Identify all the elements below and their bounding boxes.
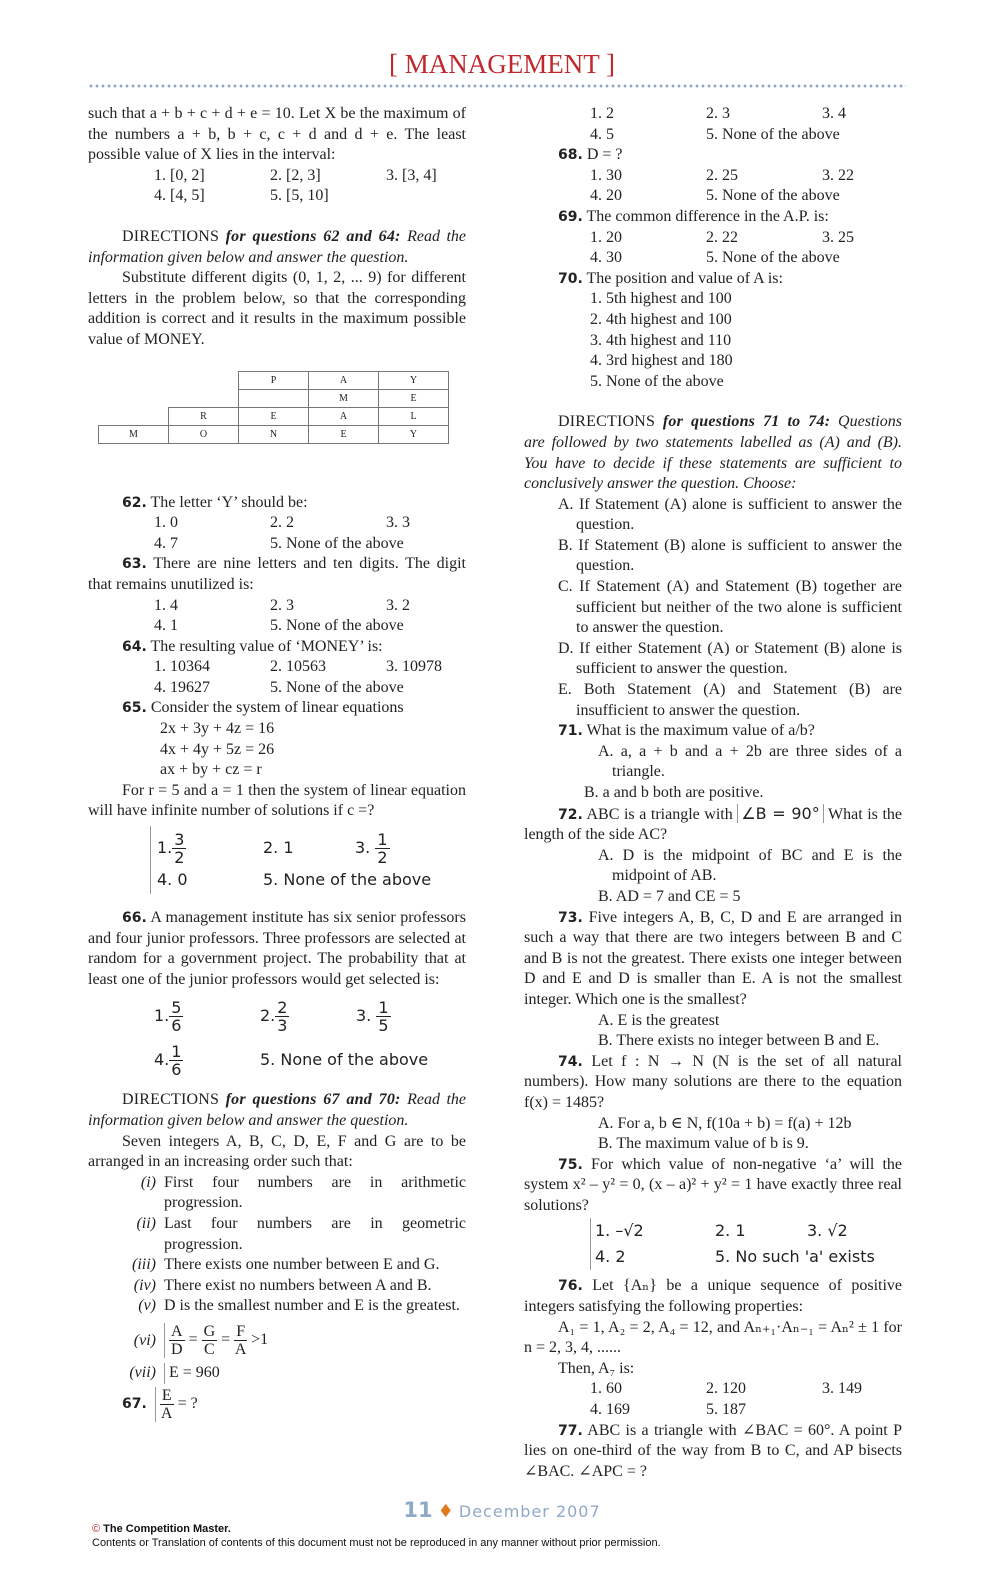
numerator: 1 [378,997,389,1017]
option: 1. 60 [590,1380,622,1398]
question-text: = ? [177,1395,198,1413]
page-title: [ MANAGEMENT ] [389,49,615,79]
question-number: 71. [558,723,583,740]
denominator: A [160,1405,173,1423]
option [154,1043,260,1078]
question-number: 69. [558,208,583,225]
option: 2. 1 [715,1221,746,1241]
option: 5. None of the above [263,870,432,890]
condition-item [88,1296,466,1317]
directions-instruction: Questions are followed by two statements labelled as (A) and (B). You have to decide if these statements are sufficient to conclusively answer the question. Choose: [524,413,903,493]
question-number: 72. [558,806,583,823]
money-puzzle-area [88,351,466,493]
option-number: 1. [154,1005,170,1025]
question-number: 63. [122,556,147,573]
grid-cell: L [379,407,449,425]
left-column [88,104,466,1426]
question-67 [88,1384,466,1426]
denominator: 2 [174,847,185,867]
ratio-expression: $\frac{A}{D}$ = $\frac{G}{C}$ = $\frac{F}{A}$ >1 [164,1323,466,1358]
question-text: Let {Aₙ} be a unique sequence of positive integers satisfying the following properties: [524,1277,903,1316]
grid-cell: N [239,425,309,443]
option: 5. No such 'a' exists [715,1247,875,1267]
option: 2. [2, 3] [270,166,321,184]
question-text: What is the maximum value of a/b? [586,722,815,740]
option: 4. 0 [157,870,188,890]
question-text: The letter ‘Y’ should be: [150,493,308,511]
choice-item: A. If Statement (A) alone is sufficient to answer the question. [558,495,902,534]
grid-cell: E [379,389,449,407]
option: 4. 19627 [154,678,210,696]
question-68 [524,145,902,166]
option [356,999,466,1034]
option: 2. 3 [706,105,730,122]
option: 5. None of the above [260,1050,429,1070]
condition-list [88,1173,466,1317]
question-text: The common difference in the A.P. is: [586,207,829,225]
choice-item: C. If Statement (A) and Statement (B) together are sufficient but neither of the two alone is sufficient to answer the question. [558,578,902,637]
condition-item-vi [88,1319,466,1363]
question-number: 74. [558,1053,583,1070]
directions-label: DIRECTIONS [122,227,220,245]
question-75-options [590,1218,902,1270]
sequence-properties: A₁ = 1, A₂ = 2, A₄ = 12, and Aₙ₊₁·Aₙ₋₁ = Aₙ² ± 1 for n = 2, 3, 4, ...... [524,1318,902,1357]
question-text: There are nine letters and ten digits. The digit that remains unutilized is: [88,555,467,593]
option: 3. 10978 [386,658,442,676]
numerator: A [171,1323,183,1341]
question-67-expression [155,1387,198,1422]
option-number: 1. [157,837,173,857]
question-64 [88,637,466,658]
question-62 [88,493,466,514]
option: 5. 187 [706,1401,746,1419]
option: 3. √2 [807,1221,848,1241]
question-number: 70. [558,270,583,287]
answer-choices [524,495,902,722]
angle-expression: ∠B = 90° [737,804,823,823]
grid-cell: M [309,389,379,407]
issue-date: December 2007 [458,1502,601,1521]
option: 4. 3rd highest and 180 [590,352,733,370]
option: 5. None of the above [270,617,404,635]
question-67-options [524,104,902,145]
statement-a: A. E is the greatest [598,1011,720,1029]
option: 2. 120 [706,1380,746,1398]
option: 2. 4th highest and 100 [590,310,732,328]
directions-62-64-text: Substitute different digits (0, 1, 2, ... 9) for different letters in the problem below, so that the corresponding addition is correct and it results in the maximum possible value of MONEY. [88,269,466,348]
question-text: ABC is a triangle with ∠BAC = 60°. A point P lies on one-third of the way from B to C, and AP bisects ∠BAC. ∠APC = ? [524,1421,902,1480]
condition-text: E = 960 [164,1363,466,1384]
numerator: 5 [171,997,182,1017]
intro-options [88,166,466,207]
question-text: What is the length of the side AC? [524,805,902,844]
option: 1. [0, 2] [154,166,205,184]
grid-cell: P [239,371,309,389]
numerator: G [203,1323,216,1341]
option: 1. 4 [154,596,178,614]
equation: 2x + 3y + 4z = 16 [160,720,275,738]
question-69-options [524,228,902,269]
option: 4. 169 [590,1401,630,1419]
statement-b: B. The maximum value of b is 9. [598,1135,809,1153]
question-number: 73. [558,909,583,926]
condition-label: (ii) [136,1214,156,1232]
condition-label: (iv) [133,1276,156,1294]
condition-label: (iii) [132,1256,156,1274]
numerator: 2 [277,997,288,1017]
option: 1. 30 [590,166,622,184]
question-70-options [524,289,902,392]
question-73 [524,908,902,1011]
option: 4. 1 [154,617,178,635]
grid-cell: Y [379,371,449,389]
option: 3. 4 [822,105,846,122]
statement-b: B. There exists no integer between B and E. [598,1032,880,1050]
directions-range: for questions 71 to 74: [662,413,831,431]
choice-item: D. If either Statement (A) or Statement (B) alone is sufficient to answer the question. [558,639,902,678]
numerator: 3 [174,829,185,849]
option: 1. 20 [590,228,622,246]
option: 3. 3 [386,514,410,532]
directions-67-70 [88,1090,466,1131]
grid-cell: M [99,425,169,443]
denominator: A [234,1341,247,1359]
statement-a: A. For a, b ∈ N, f(10a + b) = f(a) + 12b [598,1114,852,1132]
numerator: E [161,1387,172,1405]
directions-71-74 [524,412,902,494]
option [260,999,356,1034]
right-column [524,104,902,1482]
publisher-name: The Competition Master. [103,1523,231,1535]
condition-label: (vi) [133,1331,156,1349]
question-number: 76. [558,1278,583,1295]
directions-range: for questions 67 and 70: [225,1091,401,1109]
option-number: 4. [154,1049,170,1069]
question-65-options [150,826,466,894]
option: 1. 2 [590,105,614,122]
option-number: 3. [356,1005,372,1025]
diamond-icon: ♦ [437,1501,454,1522]
inequality: >1 [251,1331,269,1349]
option: 3. 22 [822,166,854,184]
grid-cell: A [309,371,379,389]
question-68-options [524,166,902,207]
question-text: D = ? [586,146,623,164]
money-puzzle-grid [98,371,449,444]
question-text: The resulting value of ‘MONEY’ is: [150,637,383,655]
question-75 [524,1155,902,1217]
question-66-options [154,994,466,1082]
question-number: 65. [122,700,147,717]
option: 5. None of the above [270,534,404,552]
denominator: 5 [378,1015,389,1035]
option: 5. None of the above [590,372,724,390]
option: 2. 3 [270,596,294,614]
option: 4. 7 [154,534,178,552]
statement-b: B. a and b both are positive. [584,784,764,801]
condition-item [88,1173,466,1214]
question-text: A management institute has six senior professors and four junior professors. Three professors are selected at random for a government project. The probability that at least one of the junior professors would get selected is: [88,909,466,988]
question-72 [524,804,902,846]
option: 4. [4, 5] [154,187,205,205]
question-number: 77. [558,1422,583,1439]
statement-b: B. AD = 7 and CE = 5 [598,887,741,905]
directions-67-70-text: Seven integers A, B, C, D, E, F and G are to be arranged in an increasing order such that: [88,1132,466,1171]
condition-label: (vii) [129,1363,156,1381]
grid-cell: A [309,407,379,425]
question-63-options [88,596,466,637]
intro-text: such that a + b + c + d + e = 10. Let X be the maximum of the numbers a + b, b + c, c + d and d + e. The least possible value of X lies in the interval: [88,105,466,164]
question-text: Five integers A, B, C, D and E are arranged in such a way that there are two integers between B and C and B is not the greatest. There exists one integer between D and E and D is smaller than E. A is not the smallest integer. Which one is the smallest? [524,908,902,1008]
question-number: 62. [122,494,147,511]
question-number: 75. [558,1156,583,1173]
question-74 [524,1052,902,1114]
condition-item [88,1255,466,1276]
option: 5. None of the above [706,187,840,205]
question-number: 67. [122,1396,147,1413]
question-76 [524,1276,902,1317]
question-number: 64. [122,638,147,655]
option: 2. 1 [263,837,294,857]
condition-item [88,1276,466,1297]
condition-item-vii [88,1363,466,1384]
denominator: 6 [171,1015,182,1035]
grid-cell: Y [379,425,449,443]
option: 2. 10563 [270,658,326,676]
question-65 [88,698,466,719]
condition-text: D is the smallest number and E is the greatest. [164,1297,460,1315]
option: 4. 20 [590,187,622,205]
question-63 [88,554,466,595]
denominator: 3 [277,1015,288,1035]
condition-text: First four numbers are in arithmetic progression. [164,1173,466,1212]
question-number: 66. [122,910,147,927]
question-text: ABC is a triangle with [586,805,733,823]
grid-cell: O [169,425,239,443]
question-text: Let f : N → N (N is the set of all natural numbers). How many solutions are there to the equation f(x) = 1485? [524,1052,903,1111]
grid-cell: E [309,425,379,443]
option [355,831,466,866]
option: 3. [3, 4] [386,166,437,184]
option [154,999,260,1034]
condition-label: (v) [138,1297,156,1315]
option: 4. 5 [590,125,614,143]
numerator: 1 [377,829,388,849]
question-65-condition: For r = 5 and a = 1 then the system of linear equation will have infinite number of solutions if c =? [88,781,466,820]
directions-range: for questions 62 and 64: [225,227,401,245]
equation-list [88,719,466,781]
question-71 [524,721,902,742]
denominator: 6 [171,1059,182,1079]
option: 4. 2 [595,1247,626,1267]
dotted-divider [88,84,906,88]
option: 2. 22 [706,228,738,246]
question-text: For which value of non-negative ‘a’ will the system x² – y² = 0, (x – a)² + y² = 1 have exactly three real solutions? [524,1155,902,1214]
option-number: 2. [260,1005,276,1025]
condition-text: There exist no numbers between A and B. [164,1276,432,1294]
option: 1. 5th highest and 100 [590,290,732,308]
question-text: The position and value of A is: [586,269,783,287]
denominator: C [204,1341,215,1359]
directions-label: DIRECTIONS [122,1091,220,1109]
equation: 4x + 4y + 5z = 26 [160,740,275,758]
option: 5. None of the above [706,249,840,267]
grid-cell: R [169,407,239,425]
option: 1. –√2 [595,1221,644,1241]
option: 5. None of the above [706,125,840,143]
condition-item [88,1214,466,1255]
statement-a: A. D is the midpoint of BC and E is the midpoint of AB. [598,846,902,885]
question-prompt: Then, A₇ is: [558,1359,635,1377]
directions-instruction: Read the information given below and answer the question. [88,227,467,266]
grid-cell: E [239,407,309,425]
copyright-notice [92,1522,661,1550]
option: 1. 10364 [154,658,210,676]
equation: ax + by + cz = r [160,761,262,779]
question-62-options [88,513,466,554]
option: 5. None of the above [270,678,404,696]
question-64-options [88,657,466,698]
condition-text: There exists one number between E and G. [164,1256,440,1274]
denominator: D [171,1341,183,1359]
option: 2. 25 [706,166,738,184]
denominator: 2 [377,847,388,867]
option: 3. 25 [822,228,854,246]
condition-label: (i) [140,1173,156,1191]
option: 3. 2 [386,596,410,614]
question-70 [524,269,902,290]
reproduction-notice: Contents or Translation of contents of this document must not be reproduced in any manner without prior permission. [92,1537,661,1549]
choice-item: E. Both Statement (A) and Statement (B) are insufficient to answer the question. [558,681,902,719]
copyright-icon: © [92,1523,101,1535]
directions-label: DIRECTIONS [558,413,656,431]
directions-62-64 [88,227,466,268]
numerator: F [236,1323,246,1341]
page-footer [0,1500,1004,1523]
choice-item: B. If Statement (B) alone is sufficient to answer the question. [558,536,902,575]
option: 4. 30 [590,249,622,267]
option [157,831,263,866]
question-69 [524,207,902,228]
question-text: Consider the system of linear equations [150,699,404,717]
option-number: 3. [355,837,371,857]
directions-instruction: Read the information given below and answer the question. [88,1091,467,1129]
question-66 [88,908,466,990]
numerator: 1 [171,1041,182,1061]
option: 1. 0 [154,514,178,532]
question-77 [524,1421,902,1483]
option: 2. 2 [270,514,294,532]
option: 3. 149 [822,1380,862,1398]
question-76-options [524,1379,902,1420]
page-number: 11 [403,1498,433,1522]
option: 3. 4th highest and 110 [590,331,732,349]
question-number: 68. [558,147,583,164]
condition-text: Last four numbers are in geometric progression. [164,1214,466,1253]
option: 5. [5, 10] [270,187,329,205]
statement-a: A. a, a + b and a + 2b are three sides of a triangle. [598,742,902,781]
